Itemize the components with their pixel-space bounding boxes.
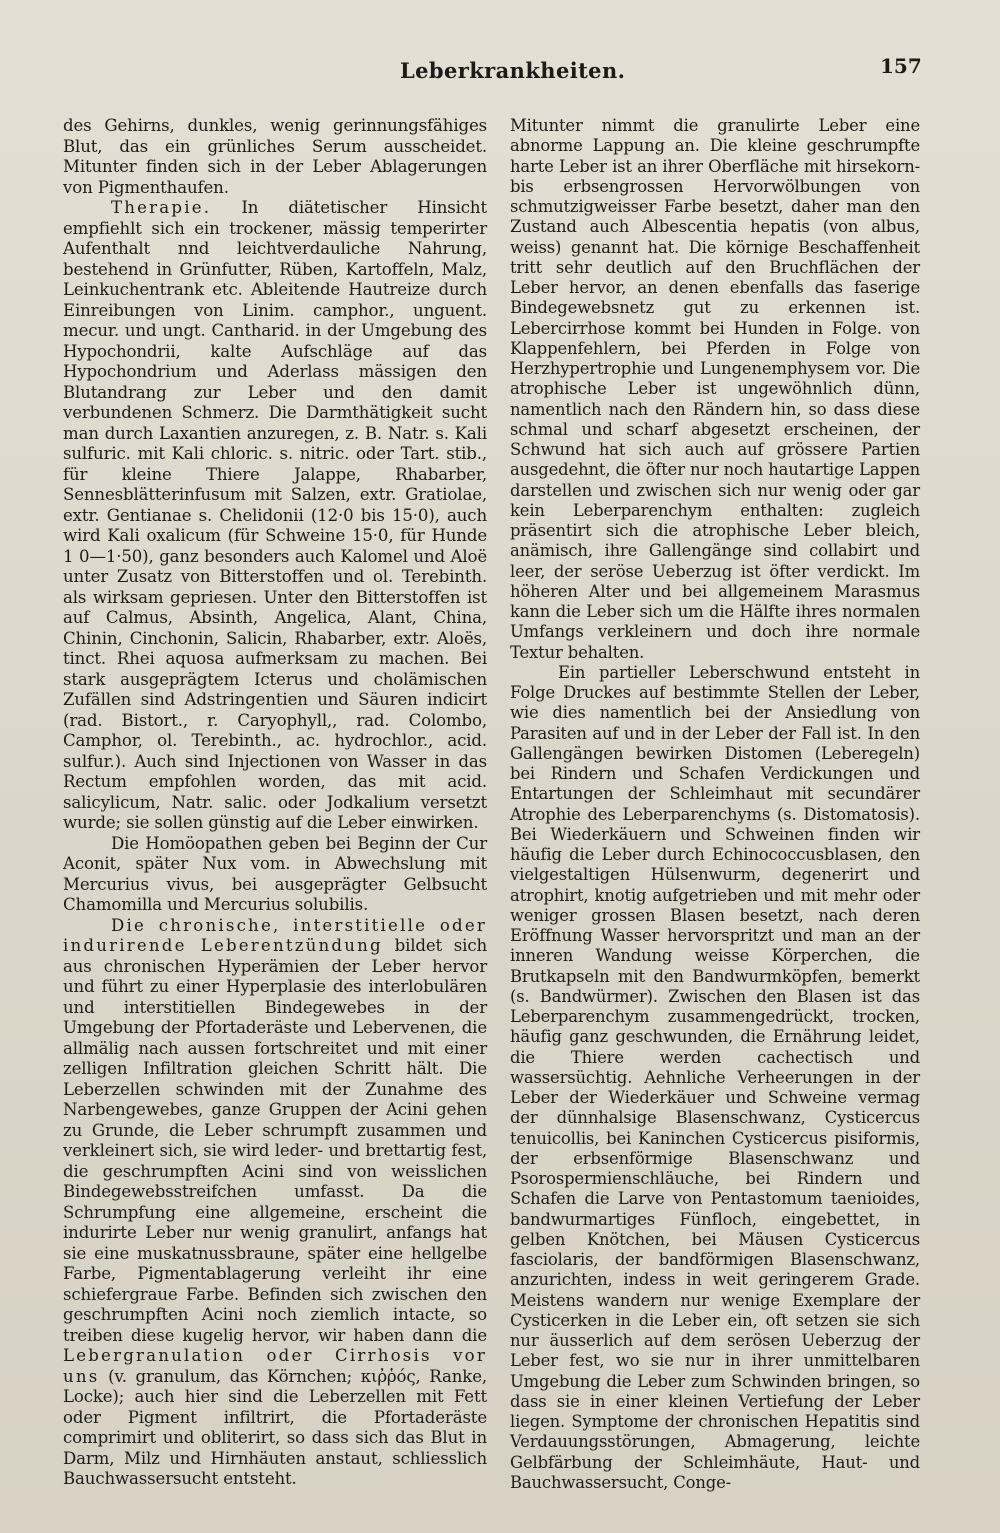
paragraph <box>63 198 487 834</box>
right-column <box>510 116 920 1493</box>
paragraph: des Gehirns, dunkles, wenig gerinnungsfähiges Blut, das ein grünliches Serum ausscheidet. Mitunter finden sich in der Leber Ablagerungen von Pigmenthaufen. <box>63 116 487 197</box>
emphasized-term: Lebergranulation oder Cirrhosis vor uns <box>63 1346 487 1386</box>
paragraph: Mitunter nimmt die granulirte Leber eine abnorme Lappung an. Die kleine geschrumpfte harte Leber ist an ihrer Oberfläche mit hirsekorn- bis erbsengrossen Hervorwölbungen von schmutzigweisser Farbe besetzt, daher man den Zustand auch Albescentia hepatis (von albus, weiss) genannt hat. Die körnige Beschaffenheit tritt sehr deutlich auf den Bruchflächen der Leber hervor, an denen ebenfalls das faserige Bindegewebsnetz gut zu erkennen ist. Lebercirrhose kommt bei Hunden in Folge. von Klappenfehlern, bei Pferden in Folge von Herzhypertrophie und Lungenemphysem vor. Die atrophische Leber ist ungewöhnlich dünn, namentlich nach den Rändern hin, so dass diese schmal und scharf abgesetzt erscheinen, der Schwund hat sich auch auf grössere Partien ausgedehnt, die öfter nur noch hautartige Lappen darstellen und zwischen sich nur wenig oder gar kein Leberparenchym enthalten: zugleich präsentirt sich die atrophische Leber bleich, anämisch, ihre Gallengänge sind collabirt und leer, der seröse Ueberzug ist öfter verdickt. Im höheren Alter und bei allgemeinem Marasmus kann die Leber sich um die Hälfte ihres normalen Umfangs verkleinern und doch ihre normale Textur behalten. <box>510 116 920 662</box>
running-head <box>0 54 1000 92</box>
section-heading: Die chronische, interstitielle oder indurirende Leberentzündung <box>63 915 487 955</box>
paragraph-text: bildet sich aus chronischen Hyperämien der Leber hervor und führt zu einer Hyperplasie des interlobulären und interstitiellen Bindegewebes in der Umgebung der Pfortaderäste und Lebervenen, die allmälig nach aussen fortschreitet und mit einer zelligen Infiltration gleichen Schritt hält. Die Leberzellen schwinden mit der Zunahme des Narbengewebes, ganze Gruppen der Acini gehen zu Grunde, die Leber schrumpft zusammen und verkleinert sich, sie wird leder- und brettartig fest, die geschrumpften Acini sind von weisslichen Bindegewebsstreifchen umfasst. Da die Schrumpfung eine allgemeine, erscheint die indurirte Leber nur wenig granulirt, anfangs hat sie eine muskatnussbraune, später eine hellgelbe Farbe, Pigmentablagerung verleiht ihr eine schiefergraue Farbe. Befinden sich zwischen den geschrumpften Acini noch ziemlich intacte, so treiben diese kugelig hervor, wir haben dann die <box>63 936 487 1345</box>
page-number: 157 <box>880 54 922 78</box>
left-column <box>63 116 487 1490</box>
paragraph-text: (v. granulum, das Körnchen; κιῤῥός, Ranke, Locke); auch hier sind die Leberzellen mit Fett oder Pigment infiltrirt, die Pfortaderäste comprimirt und obliterirt, so dass sich das Blut in Darm, Milz und Hirnhäuten anstaut, schliesslich Bauchwassersucht entsteht. <box>63 1366 487 1488</box>
running-title: Leberkrankheiten. <box>400 58 626 83</box>
paragraph <box>63 916 487 1490</box>
section-heading: Therapie. <box>111 198 212 217</box>
paragraph: Die Homöopathen geben bei Beginn der Cur Aconit, später Nux vom. in Abwechslung mit Mercurius vivus, bei ausgeprägter Gelbsucht Chamomilla und Mercurius solubilis. <box>63 833 487 914</box>
paragraph: Ein partieller Leberschwund entsteht in Folge Druckes auf bestimmte Stellen der Leber, wie dies namentlich bei der Ansiedlung von Parasiten auf und in der Leber der Fall ist. In den Gallengängen bewirken Distomen (Leberegeln) bei Rindern und Schafen Verdickungen und Entartungen der Schleimhaut mit secundärer Atrophie des Leberparenchyms (s. Distomatosis). Bei Wiederkäuern und Schweinen finden wir häufig die Leber durch Echinococcusblasen, den vielgestaltigen Hülsenwurm, degenerirt und atrophirt, knotig aufgetrieben und mit mehr oder weniger grossen Blasen besetzt, nach deren Eröffnung Wasser hervorspritzt und man an der inneren Wandung weisse Körperchen, die Brutkapseln mit den Bandwurmköpfen, bemerkt (s. Bandwürmer). Zwischen den Blasen ist das Leberparenchym zusammengedrückt, trocken, häufig ganz geschwunden, die Ernährung leidet, die Thiere werden cachectisch und wassersüchtig. Aehnliche Verheerungen in der Leber der Wiederkäuer und Schweine vermag der dünnhalsige Blasenschwanz, Cysticercus tenuicollis, bei Kaninchen Cysticercus pisiformis, der erbsenförmige Blasenschwanz und Psorospermienschläuche, bei Rindern und Schafen die Larve von Pentastomum taenioides, bandwurmartiges Fünfloch, eingebettet, in gelben Knötchen, bei Mäusen Cysticercus fasciolaris, der bandförmigen Blasenschwanz, anzurichten, indess in weit geringerem Grade. Meistens wandern nur wenige Exemplare der Cysticerken in die Leber ein, oft setzen sie sich nur äusserlich auf dem serösen Ueberzug der Leber fest, wo sie nur in ihrer unmittelbaren Umgebung die Leber zum Schwinden bringen, so dass sie in einer kleinen Vertiefung der Leber liegen. Symptome der chronischen Hepatitis sind Verdauungsstörungen, Abmagerung, leichte Gelbfärbung der Schleimhäute, Haut- und Bauchwassersucht, Conge- <box>510 662 920 1492</box>
paragraph-text: In diätetischer Hinsicht empfiehlt sich ein trockener, mässig temperirter Aufenthalt nnd leichtverdauliche Nahrung, bestehend in Grünfutter, Rüben, Kartoffeln, Malz, Leinkuchentrank etc. Ableitende Hautreize durch Einreibungen von Linim. camphor., unguent. mecur. und ungt. Cantharid. in der Umgebung des Hypochondrii, kalte Aufschläge auf das Hypochondrium und Aderlass mässigen den Blutandrang zur Leber und den damit verbundenen Schmerz. Die Darmthätigkeit sucht man durch Laxantien anzuregen, z. B. Natr. s. Kali sulfuric. mit Kali chloric. s. nitric. oder Tart. stib., für kleine Thiere Jalappe, Rhabarber, Sennesblätterinfusum mit Salzen, extr. Gratiolae, extr. Gentianae s. Chelidonii (12·0 bis 15·0), auch wird Kali oxalicum (für Schweine 15·0, für Hunde 1 0—1·50), ganz besonders auch Kalomel und Aloë unter Zusatz von Bitterstoffen und ol. Terebinth. als wirksam gepriesen. Unter den Bitterstoffen ist auf Calmus, Absinth, Angelica, Alant, China, Chinin, Cinchonin, Salicin, Rhabarber, extr. Aloës, tinct. Rhei aquosa aufmerksam zu machen. Bei stark ausgeprägtem Icterus und cholämischen Zufällen sind Adstringentien und Säuren indicirt (rad. Bistort., r. Caryophyll,, rad. Colombo, Camphor, ol. Terebinth., ac. hydrochlor., acid. sulfur.). Auch sind Injectionen von Wasser in das Rectum empfohlen worden, das mit acid. salicylicum, Natr. salic. oder Jodkalium versetzt wurde; sie sollen günstig auf die Leber einwirken. <box>63 198 487 832</box>
